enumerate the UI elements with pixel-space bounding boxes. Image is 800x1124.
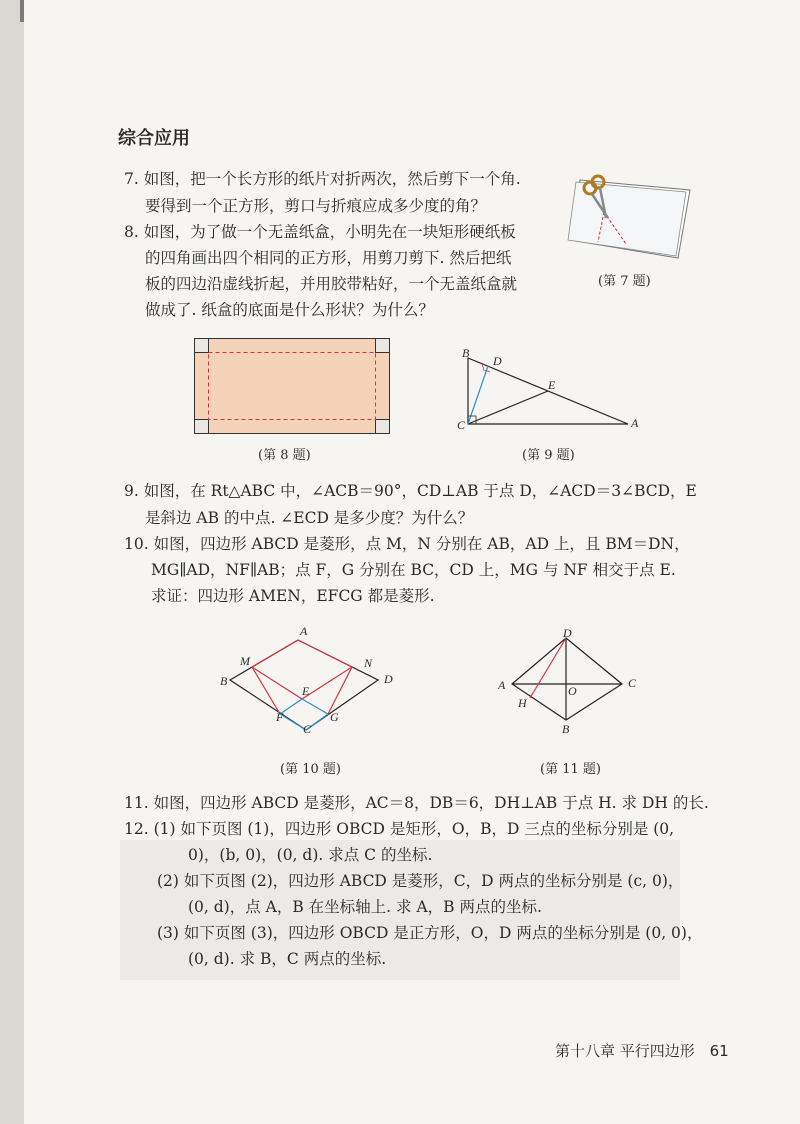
problem-12-line-2: 0)，(b, 0)，(0, d). 求点 C 的坐标. <box>188 846 433 864</box>
problem-9-line-2: 是斜边 AB 的中点. ∠ECD 是多少度？为什么？ <box>145 509 474 527</box>
caption-fig11: (第 11 题) <box>540 762 601 777</box>
problem-12-line-1: 12. (1) 如下页图 (1)，四边形 OBCD 是矩形，O，B，D 三点的坐标分别是 (0, <box>124 820 675 838</box>
problem-10-line-3: 求证：四边形 AMEN，EFCG 都是菱形. <box>151 587 435 605</box>
fig11-label-C: C <box>628 676 637 690</box>
fig9-label-A: A <box>631 416 639 430</box>
page-number: 61 <box>709 1042 729 1060</box>
fig10-label-G: G <box>330 710 339 724</box>
fig9-label-E: E <box>548 378 556 392</box>
problem-10-line-1: 10. 如图，四边形 ABCD 是菱形，点 M，N 分别在 AB，AD 上，且 BM＝DN， <box>124 535 690 553</box>
fig10-label-F: F <box>276 710 284 724</box>
caption-fig7: (第 7 题) <box>598 274 651 289</box>
caption-fig8: (第 8 题) <box>258 448 311 463</box>
fig9-label-C: C <box>457 418 466 432</box>
fig10-label-A: A <box>300 624 308 638</box>
problem-10-line-2: MG∥AD，NF∥AB；点 F，G 分别在 BC，CD 上，MG 与 NF 相交于点 E. <box>151 561 676 579</box>
problem-9-line-1: 9. 如图，在 Rt△ABC 中，∠ACB＝90°，CD⊥AB 于点 D，∠ACD＝3∠BCD，E <box>124 482 697 500</box>
fig10-label-C: C <box>303 722 312 736</box>
fig11-label-H: H <box>518 696 527 710</box>
problem-8-line-3: 板的四边沿虚线折起，并用胶带粘好，一个无盖纸盒就 <box>145 275 518 293</box>
caption-fig10: (第 10 题) <box>280 762 341 777</box>
book-spine <box>0 0 24 1124</box>
fig9-label-B: B <box>462 346 470 360</box>
problem-7-line-1: 7. 如图，把一个长方形的纸片对折两次，然后剪下一个角. <box>124 170 521 188</box>
fig10-label-B: B <box>220 674 228 688</box>
problem-7-line-2: 要得到一个正方形，剪口与折痕应成多少度的角？ <box>145 197 487 215</box>
caption-fig9: (第 9 题) <box>522 448 575 463</box>
fig11-label-A: A <box>498 678 506 692</box>
fig9-label-D: D <box>493 354 502 368</box>
problem-12-line-3: (2) 如下页图 (2)，四边形 ABCD 是菱形，C，D 两点的坐标分别是 (c, 0)， <box>157 872 684 890</box>
problem-12-line-6: (0, d). 求 B，C 两点的坐标. <box>188 950 387 968</box>
fig10-label-N: N <box>364 656 373 670</box>
fig10-label-M: M <box>240 654 250 668</box>
fig11-label-O: O <box>568 684 577 698</box>
problem-8-line-2: 的四角画出四个相同的正方形，用剪刀剪下. 然后把纸 <box>145 249 512 267</box>
page-footer <box>555 1040 729 1061</box>
problem-8-line-1: 8. 如图，为了做一个无盖纸盒，小明先在一块矩形硬纸板 <box>124 223 516 241</box>
chapter-title: 第十八章 平行四边形 <box>555 1042 695 1060</box>
problem-11-line-1: 11. 如图，四边形 ABCD 是菱形，AC＝8，DB＝6，DH⊥AB 于点 H. 求 DH 的长. <box>124 794 709 812</box>
figure-7 <box>560 160 700 270</box>
fig11-label-D: D <box>563 626 572 640</box>
figure-8 <box>194 338 390 434</box>
fig11-label-B: B <box>562 722 570 736</box>
section-title: 综合应用 <box>118 128 190 149</box>
problem-8-line-4: 做成了. 纸盒的底面是什么形状？为什么？ <box>145 301 434 319</box>
problem-12-line-4: (0, d)，点 A，B 在坐标轴上. 求 A，B 两点的坐标. <box>188 898 542 916</box>
fig10-label-D: D <box>384 672 393 686</box>
fig10-label-E: E <box>302 684 310 698</box>
problem-12-line-5: (3) 如下页图 (3)，四边形 OBCD 是正方形，O，D 两点的坐标分别是 (0, 0)， <box>157 924 703 942</box>
